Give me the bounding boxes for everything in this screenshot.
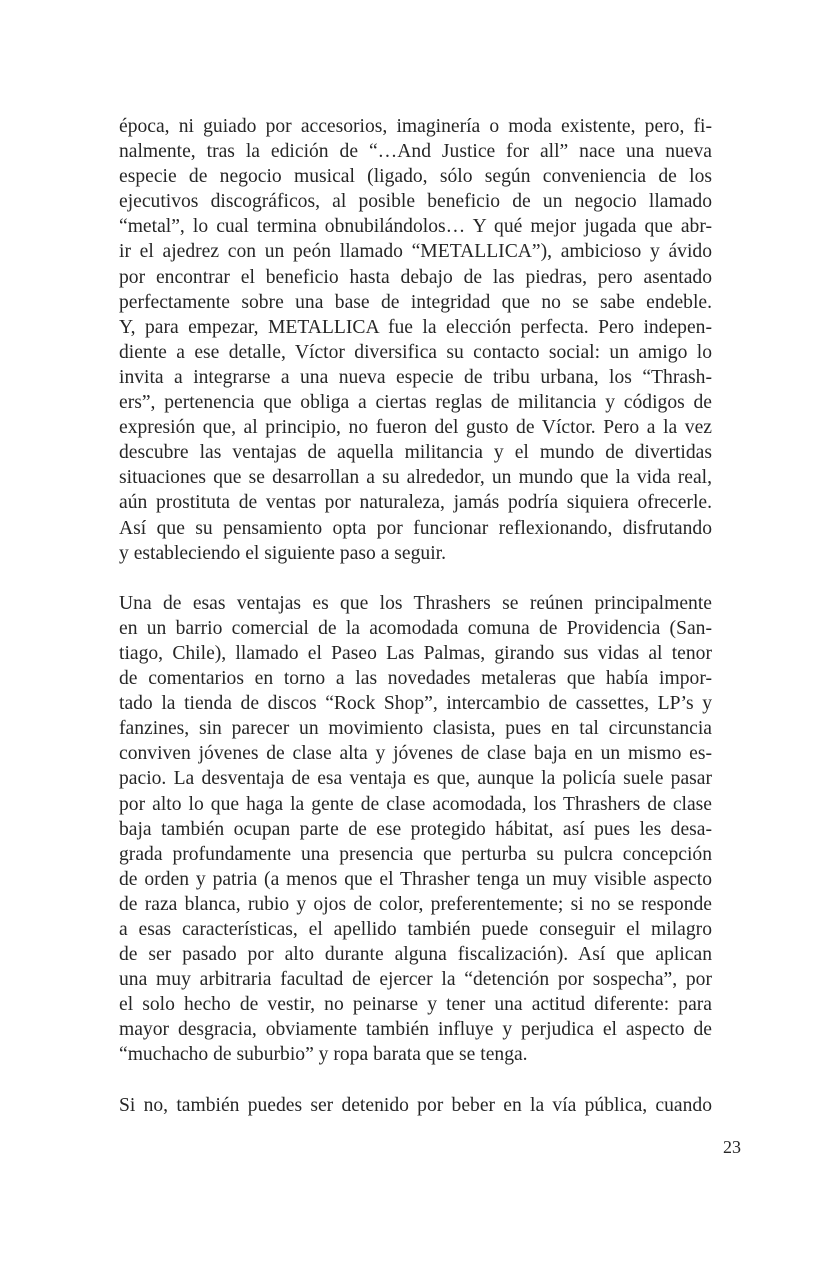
text-line: Y, para empezar, METALLICA fue la elección perfecta. Pero indepen- [119,316,712,338]
paragraph-2 [119,591,712,1068]
text-line: “metal”, lo cual termina obnubilándolos… Y qué mejor jugada que abr- [119,216,712,238]
text-line: situaciones que se desarrollan a su alrededor, un mundo que la vida real, [119,467,712,489]
text-line: Una de esas ventajas es que los Thrashers se reúnen principalmente [119,592,712,614]
text-line: ers”, pertenencia que obliga a ciertas reglas de militancia y códigos de [119,392,712,414]
text-line: mayor desgracia, obviamente también influye y perjudica el aspecto de [119,1019,712,1041]
page-number: 23 [723,1137,741,1157]
text-line: “muchacho de suburbio” y ropa barata que se tenga. [119,1044,528,1066]
text-line: y estableciendo el siguiente paso a seguir. [119,542,447,564]
text-line: a esas características, el apellido también puede conseguir el milagro [119,919,712,940]
body-text [119,114,712,1118]
text-line: en un barrio comercial de la acomodada comuna de Providencia (San- [119,617,712,639]
text-line: época, ni guiado por accesorios, imaginería o moda existente, pero, fi- [119,116,712,137]
text-line: Así que su pensamiento opta por funcionar reflexionando, disfrutando [119,517,712,539]
text-line: ir el ajedrez con un peón llamado “METALLICA”), ambicioso y ávido [119,241,712,263]
text-line: tado la tienda de discos “Rock Shop”, intercambio de cassettes, LP’s y [119,693,712,715]
text-line: de ser pasado por alto durante alguna fiscalización). Así que aplican [119,944,712,966]
text-line: tiago, Chile), llamado el Paseo Las Palmas, girando sus vidas al tenor [119,642,712,664]
text-line: aún prostituta de ventas por naturaleza, jamás podría siquiera ofrecerle. [119,492,712,514]
paragraph-3 [119,1093,712,1118]
text-line: especie de negocio musical (ligado, sólo según conveniencia de los [119,166,712,188]
text-line: grada profundamente una presencia que perturba su pulcra concepción [119,843,712,865]
text-line: conviven jóvenes de clase alta y jóvenes de clase baja en un mismo es- [119,743,712,765]
text-line: de raza blanca, rubio y ojos de color, preferentemente; si no se responde [119,893,712,915]
text-line: Si no, también puedes ser detenido por beber en la vía pública, cuando [119,1094,712,1116]
text-line: el solo hecho de vestir, no peinarse y tener una actitud diferente: para [119,994,712,1016]
text-line: de comentarios en torno a las novedades metaleras que había impor- [119,668,712,690]
text-line: ejecutivos discográficos, al posible beneficio de un negocio llamado [119,191,712,213]
text-line: descubre las ventajas de aquella militancia y el mundo de divertidas [119,442,712,464]
text-line: expresión que, al principio, no fueron del gusto de Víctor. Pero a la vez [119,417,712,439]
text-line: baja también ocupan parte de ese protegido hábitat, así pues les desa- [119,818,712,840]
text-line: diente a ese detalle, Víctor diversifica su contacto social: un amigo lo [119,341,712,363]
text-line: por encontrar el beneficio hasta debajo de las piedras, pero asentado [119,266,712,288]
text-line: invita a integrarse a una nueva especie de tribu urbana, los “Thrash- [119,366,712,388]
text-line: pacio. La desventaja de esa ventaja es que, aunque la policía suele pasar [119,768,712,790]
text-line: perfectamente sobre una base de integridad que no se sabe endeble. [119,291,712,313]
text-line: por alto lo que haga la gente de clase acomodada, los Thrashers de clase [119,793,712,815]
text-line: fanzines, sin parecer un movimiento clasista, pues en tal circunstancia [119,718,712,740]
text-line: de orden y patria (a menos que el Thrasher tenga un muy visible aspecto [119,868,712,890]
text-line: nalmente, tras la edición de “…And Justice for all” nace una nueva [119,141,712,163]
text-line: una muy arbitraria facultad de ejercer la “detención por sospecha”, por [119,969,712,991]
paragraph-1 [119,114,712,566]
